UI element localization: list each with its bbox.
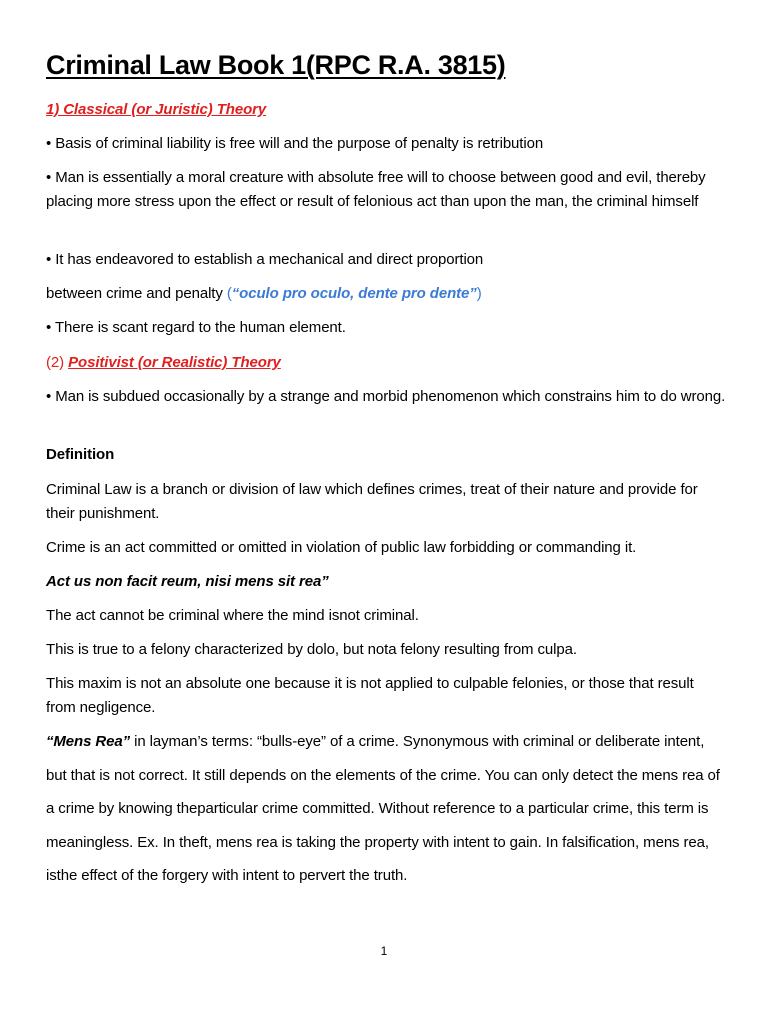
paren-close: ) <box>476 285 482 302</box>
page-number: 1 <box>380 944 388 958</box>
paren-open: ( <box>226 285 232 302</box>
bullet-morbid-phenomenon: • Man is subdued occasionally by a strange and morbid phenomenon which constrains him to do wrong. <box>46 388 726 405</box>
bullet-free-will: • Basis of criminal liability is free will and the purpose of penalty is retribution <box>46 135 544 152</box>
mens-rea-paragraph <box>46 725 726 893</box>
latin-quote: “oculo pro oculo, dente pro dente” <box>231 285 477 302</box>
document-title: Criminal Law Book 1(RPC R.A. 3815) <box>46 50 506 80</box>
definition-heading: Definition <box>46 446 115 463</box>
section2-number: (2) <box>46 354 69 371</box>
positivist-theory-heading: Positivist (or Realistic) Theory <box>68 354 281 371</box>
maxim-para-3: This maxim is not an absolute one because it is not applied to culpable felonies, or those that result from negligence. <box>46 675 694 716</box>
bullet-proportion: • It has endeavored to establish a mechanical and direct proportion <box>46 251 484 268</box>
section1-heading <box>46 98 726 122</box>
maxim-heading: Act us non facit reum, nisi mens sit rea” <box>46 573 329 590</box>
bullet-moral-creature: • Man is essentially a moral creature with absolute free will to choose between good and evil, thereby placing more stress upon the effect or result of felonious act than upon the man, the criminal himself <box>46 169 706 210</box>
classical-theory-heading: 1) Classical (or Juristic) Theory <box>46 101 267 118</box>
proportion-prefix: between crime and penalty <box>46 285 227 302</box>
maxim-para-1: The act cannot be criminal where the mind isnot criminal. <box>46 607 419 624</box>
maxim-para-2: This is true to a felony characterized by dolo, but nota felony resulting from culpa. <box>46 641 577 658</box>
section2-heading <box>46 351 726 375</box>
definition-criminal-law: Criminal Law is a branch or division of law which defines crimes, treat of their nature and provide for their punishment. <box>46 481 698 522</box>
proportion-line <box>46 282 726 306</box>
mens-rea-text: in layman’s terms: “bulls-eye” of a crime. Synonymous with criminal or deliberate intent, but that is not correct. It still depends on the elements of the crime. You can only detect the mens rea of a crime by knowing theparticular crime committed. Without reference to a particular crime, this term is meaningless. Ex. In theft, mens rea is taking the property with intent to gain. In falsification, mens rea, isthe effect of the forgery with intent to pervert the truth. <box>46 733 720 884</box>
mens-rea-term: “Mens Rea” <box>46 733 131 750</box>
definition-crime: Crime is an act committed or omitted in violation of public law forbidding or commanding it. <box>46 539 637 556</box>
bullet-human-element: • There is scant regard to the human element. <box>46 319 346 336</box>
